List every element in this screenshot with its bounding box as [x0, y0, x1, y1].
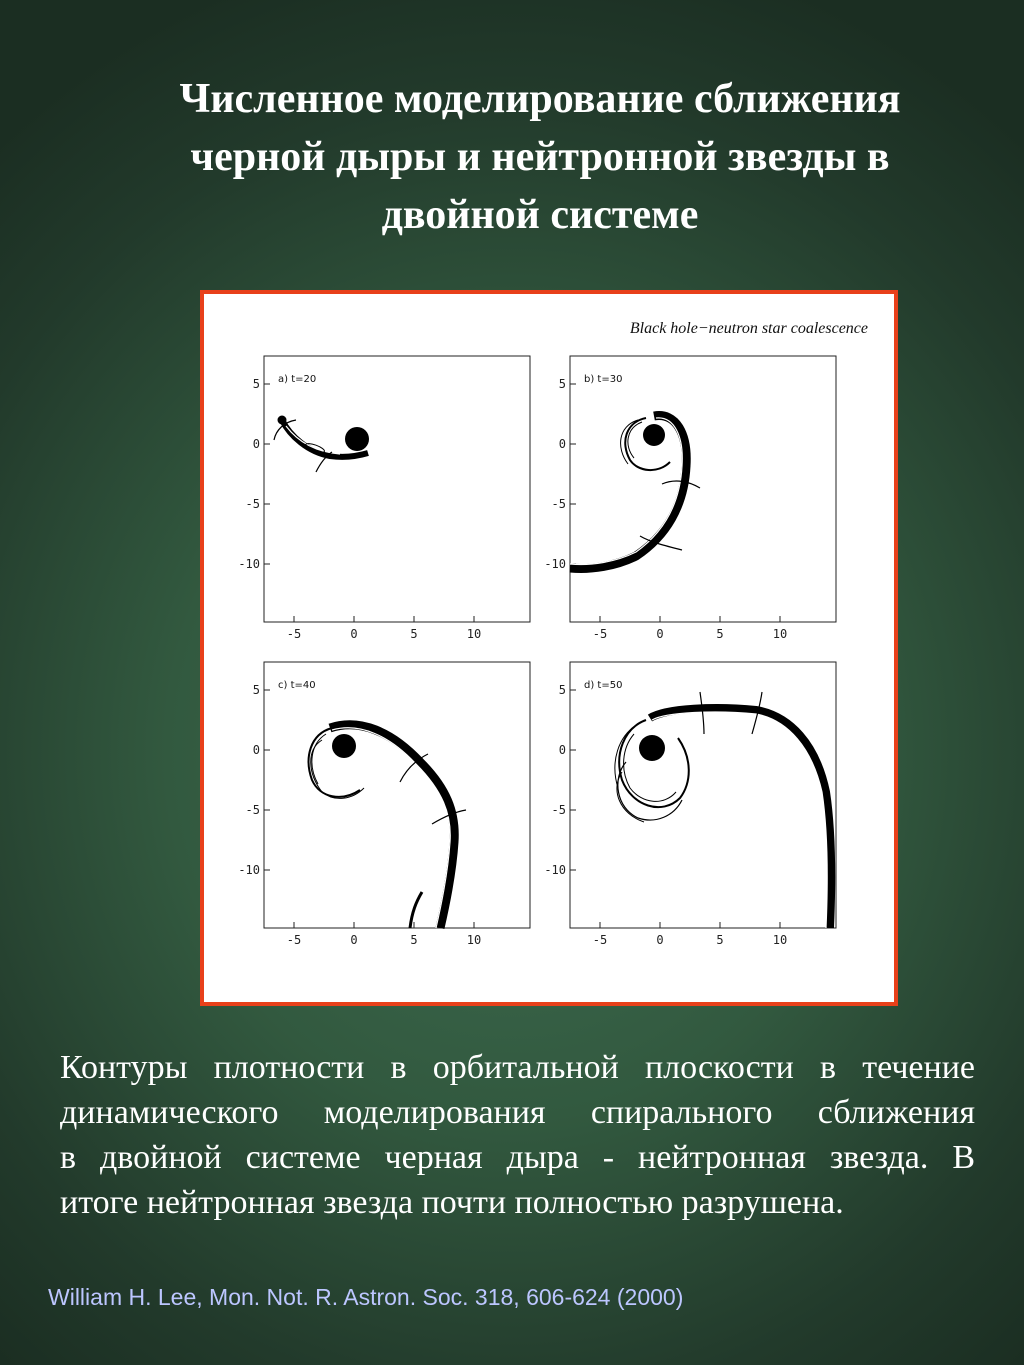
y-tick-label: 5: [252, 683, 260, 697]
x-tick-label: -5: [592, 933, 608, 947]
x-tick-label: 10: [466, 933, 482, 947]
y-tick-label: 5: [252, 377, 260, 391]
x-tick-label: 0: [656, 933, 664, 947]
panel-label: c) t=40: [278, 680, 316, 691]
black-hole: [332, 734, 356, 758]
y-tick-label: -10: [544, 863, 566, 877]
panel-a-plot: [238, 356, 532, 656]
y-tick-label: -10: [544, 557, 566, 571]
y-tick-label: 0: [252, 743, 260, 757]
x-tick-label: 0: [350, 933, 358, 947]
caption-line: итоге нейтронная звезда почти полностью разрушена.: [60, 1184, 844, 1221]
panel-b: [544, 356, 838, 656]
panel-d: [544, 662, 838, 962]
panel-c-plot: [238, 662, 532, 962]
y-tick-label: -10: [238, 557, 260, 571]
panel-b-plot: [544, 356, 838, 656]
x-tick-label: -5: [286, 933, 302, 947]
figure-title: Black hole−neutron star coalescence: [629, 320, 868, 337]
figure-caption: [60, 1045, 975, 1225]
panel-label: a) t=20: [278, 374, 317, 385]
black-hole: [639, 735, 665, 761]
y-tick-label: 0: [558, 437, 566, 451]
x-tick-label: 10: [466, 627, 482, 641]
x-tick-label: -5: [592, 627, 608, 641]
title-line: Численное моделирование сближения: [179, 76, 901, 122]
x-tick-label: 0: [350, 627, 358, 641]
slide-title: [80, 70, 1000, 244]
y-tick-label: -5: [245, 803, 260, 817]
x-tick-label: 10: [772, 933, 788, 947]
y-tick-label: 5: [558, 377, 566, 391]
panel-a: [238, 356, 532, 656]
caption-line: динамического моделирования спирального сближения: [60, 1094, 975, 1131]
y-tick-label: -10: [238, 863, 260, 877]
plot-frame: [570, 356, 836, 622]
x-tick-label: 10: [772, 627, 788, 641]
plot-frame: [264, 662, 530, 928]
x-tick-label: 0: [656, 627, 664, 641]
caption-line: Контуры плотности в орбитальной плоскости в течение: [60, 1049, 975, 1086]
citation: William H. Lee, Mon. Not. R. Astron. Soc. 318, 606-624 (2000): [48, 1284, 684, 1310]
panel-label: b) t=30: [584, 374, 623, 385]
x-tick-label: 5: [410, 627, 418, 641]
black-hole: [345, 427, 369, 451]
y-tick-label: 0: [558, 743, 566, 757]
x-tick-label: 5: [716, 627, 724, 641]
y-tick-label: 0: [252, 437, 260, 451]
plot-frame: [264, 356, 530, 622]
y-tick-label: -5: [245, 497, 260, 511]
x-tick-label: -5: [286, 627, 302, 641]
x-tick-label: 5: [716, 933, 724, 947]
caption-line: в двойной системе черная дыра - нейтронная звезда. В: [60, 1139, 975, 1176]
title-line: двойной системе: [381, 192, 699, 238]
y-tick-label: 5: [558, 683, 566, 697]
plot-frame: [570, 662, 836, 928]
title-line: черной дыры и нейтронной звезды в: [190, 134, 890, 180]
panel-d-plot: [544, 662, 838, 962]
y-tick-label: -5: [551, 803, 566, 817]
panel-c: [238, 662, 532, 962]
panel-label: d) t=50: [584, 680, 623, 691]
x-tick-label: 5: [410, 933, 418, 947]
black-hole: [643, 424, 665, 446]
figure-frame: [200, 290, 898, 1006]
y-tick-label: -5: [551, 497, 566, 511]
